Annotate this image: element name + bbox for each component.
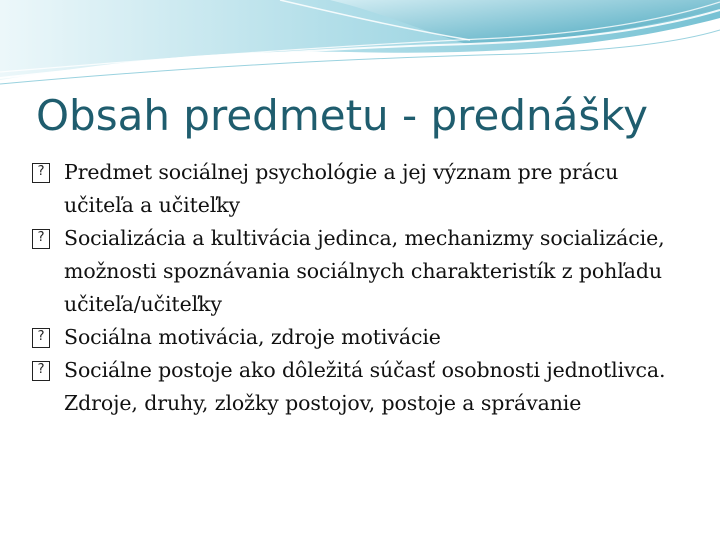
slide-title: Obsah predmetu - prednášky [36, 91, 648, 140]
missing-glyph-icon [32, 328, 50, 348]
bullet-text: Sociálna motivácia, zdroje motivácie [64, 325, 441, 349]
bullet-text: Predmet sociálnej psychológie a jej význam pre prácu učiteľa a učiteľky [64, 160, 619, 217]
missing-glyph-icon [32, 229, 50, 249]
bullet-item [30, 354, 680, 420]
missing-glyph-icon [32, 163, 50, 183]
missing-glyph-icon [32, 361, 50, 381]
bullet-list [30, 156, 680, 420]
bullet-item [30, 156, 680, 222]
bullet-item [30, 222, 680, 321]
header-wave-decoration [0, 0, 720, 90]
bullet-text: Sociálne postoje ako dôležitá súčasť osobnosti jednotlivca. Zdroje, druhy, zložky postojov, postoje a správanie [64, 358, 666, 415]
bullet-text: Socializácia a kultivácia jedinca, mechanizmy socializácie, možnosti spoznávania sociálnych charakteristík z pohľadu učiteľa/učiteľky [64, 226, 665, 316]
bullet-item [30, 321, 680, 354]
